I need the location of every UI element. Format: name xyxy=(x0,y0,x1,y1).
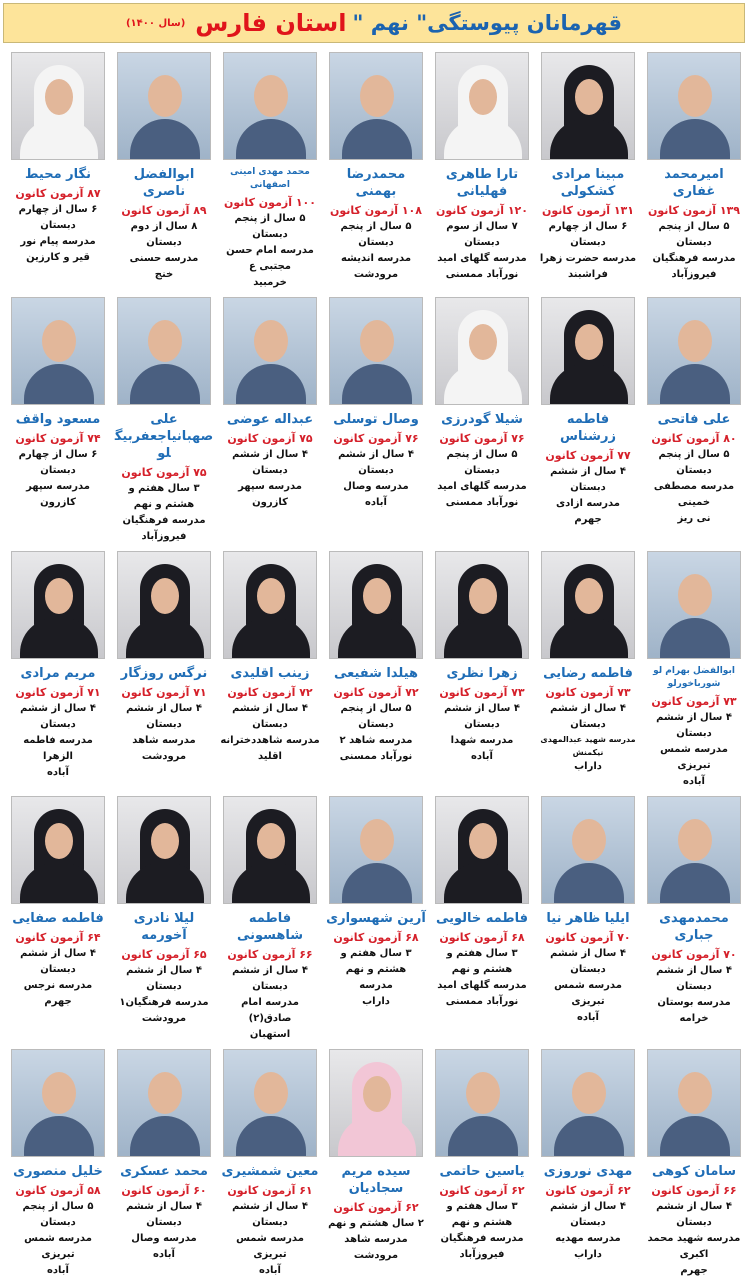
student-school: مدرسه سپهر xyxy=(238,481,302,492)
student-score: ۱۳۱ آزمون کانون xyxy=(542,204,634,217)
student-card xyxy=(429,551,535,771)
student-card xyxy=(323,1049,429,1270)
student-score: ۷۵ آزمون کانون xyxy=(227,432,313,445)
student-photo xyxy=(223,1049,317,1157)
student-school: مدرسه اندیشه xyxy=(340,253,412,264)
student-years: ۵ سال از پنجم دبستان xyxy=(446,449,518,476)
student-photo xyxy=(435,52,529,160)
student-card xyxy=(111,551,217,771)
student-school: مدرسه شاهد ۲ xyxy=(339,735,413,746)
student-card xyxy=(5,52,111,272)
student-name: عبداله عوضی xyxy=(226,412,314,427)
student-school: مدرسه حسنی xyxy=(129,253,199,264)
student-card xyxy=(217,551,323,771)
student-score: ۶۶ آزمون کانون xyxy=(651,1184,737,1197)
student-name: فاطمه صفایی xyxy=(12,911,104,926)
student-card xyxy=(535,297,641,534)
student-years: ۴ سال از ششم دبستان xyxy=(126,1201,202,1228)
student-years: ۶ سال از چهارم دبستان xyxy=(548,221,628,248)
student-card xyxy=(323,52,429,289)
student-photo xyxy=(435,1049,529,1157)
student-city: جهرم xyxy=(574,514,602,525)
student-photo xyxy=(647,1049,741,1157)
student-city: آباده xyxy=(47,1265,69,1276)
student-score: ۶۲ آزمون کانون xyxy=(545,1184,631,1197)
student-school: مدرسه شهید محمد اکبری xyxy=(647,1233,741,1260)
student-school: مدرسه فرهنگیان xyxy=(122,515,206,526)
student-school: مدرسه xyxy=(359,980,393,991)
student-name: امیرمحمد غفاری xyxy=(664,167,724,199)
student-name: مریم مرادی xyxy=(20,666,96,681)
student-photo xyxy=(117,52,211,160)
student-name: مهدی نوروزی xyxy=(543,1164,633,1179)
student-photo xyxy=(223,52,317,160)
student-score: ۶۸ آزمون کانون xyxy=(333,931,419,944)
student-years: ۷ سال از سوم دبستان xyxy=(446,221,518,248)
student-city: قیر و کارزین xyxy=(26,252,90,263)
student-city: خرمبید xyxy=(253,277,287,288)
student-school: مدرسه شمس تبریزی xyxy=(660,744,728,771)
student-photo xyxy=(647,297,741,405)
student-years: ۴ سال از ششم دبستان xyxy=(550,703,626,730)
student-card xyxy=(5,297,111,517)
student-name: محمد عسکری xyxy=(120,1164,208,1179)
student-score: ۱۲۰ آزمون کانون xyxy=(436,204,528,217)
student-years: ۴ سال از ششم دبستان xyxy=(126,965,202,992)
student-city: استهبان xyxy=(249,1029,291,1040)
student-school: مدرسه امام صادق(۲) xyxy=(241,997,299,1024)
student-name: ابوالفضل بهرام لو شورباخورلو xyxy=(653,666,735,689)
student-photo xyxy=(329,551,423,659)
student-card xyxy=(323,551,429,771)
student-score: ۷۲ آزمون کانون xyxy=(333,686,419,699)
student-city: آباده xyxy=(153,1249,175,1260)
student-city: نورآباد ممسنی xyxy=(445,996,519,1007)
student-photo xyxy=(541,297,635,405)
student-photo xyxy=(11,796,105,904)
student-photo xyxy=(117,551,211,659)
student-city: داراب xyxy=(574,1249,602,1260)
student-years: ۲ سال هشتم و نهم xyxy=(328,1218,424,1229)
student-school: مدرسه گلهای امید xyxy=(437,980,527,991)
student-school: مدرسه حضرت زهرا xyxy=(539,253,637,264)
student-city: خرامه xyxy=(679,1013,709,1024)
student-score: ۷۱ آزمون کانون xyxy=(121,686,207,699)
student-name: فاطمه شاهسونی xyxy=(236,911,304,943)
student-school: مدرسه فرهنگیان۱ xyxy=(119,997,209,1008)
student-name: فاطمه خالویی xyxy=(435,911,529,926)
student-score: ۱۳۹ آزمون کانون xyxy=(648,204,740,217)
student-photo xyxy=(117,297,211,405)
header-year: (سال ۱۴۰۰) xyxy=(125,17,186,29)
student-score: ۶۲ آزمون کانون xyxy=(439,1184,525,1197)
student-city: آباده xyxy=(471,751,493,762)
student-city: فیروزآباد xyxy=(141,531,187,542)
student-name: آرین شهسواری xyxy=(326,911,426,926)
student-photo xyxy=(11,297,105,405)
student-years: ۶ سال از چهارم دبستان xyxy=(18,204,98,231)
student-score: ۱۰۸ آزمون کانون xyxy=(330,204,422,217)
student-years: ۴ سال از ششم دبستان xyxy=(550,1201,626,1228)
student-photo xyxy=(541,796,635,904)
student-school: مدرسه شمس تبریزی xyxy=(24,1233,92,1260)
student-card xyxy=(5,796,111,1016)
student-school: مدرسه شمس تبریزی xyxy=(236,1233,304,1260)
student-school: مدرسه شمس تبریزی xyxy=(554,980,622,1007)
student-years: ۵ سال از پنجم دبستان xyxy=(340,703,412,730)
student-years: ۳ سال هفتم و هشتم و نهم xyxy=(128,483,200,510)
student-city: جهرم xyxy=(44,996,72,1007)
student-score: ۵۸ آزمون کانون xyxy=(15,1184,101,1197)
student-photo xyxy=(329,796,423,904)
student-card xyxy=(641,551,747,796)
student-city: اقلید xyxy=(258,751,282,762)
header-title: قهرمانان پیوستگی" نهم " xyxy=(352,11,623,35)
student-city: آباده xyxy=(577,1012,599,1023)
student-card xyxy=(535,796,641,1032)
student-photo xyxy=(11,1049,105,1157)
student-name: یاسین حاتمی xyxy=(439,1164,525,1179)
student-card xyxy=(5,551,111,787)
student-score: ۱۰۰ آزمون کانون xyxy=(224,196,316,209)
student-name: نرگس روزگار xyxy=(120,666,208,681)
student-years: ۴ سال از ششم دبستان xyxy=(444,703,520,730)
student-score: ۷۷ آزمون کانون xyxy=(545,449,631,462)
poster-header xyxy=(3,3,745,43)
student-city: خنج xyxy=(154,269,174,280)
student-photo xyxy=(435,796,529,904)
student-school: مدرسه بوستان xyxy=(657,997,731,1008)
student-name: هیلدا شفیعی xyxy=(333,666,419,681)
student-name: علی فاتحی xyxy=(657,412,731,427)
student-score: ۸۷ آزمون کانون xyxy=(15,187,101,200)
student-card xyxy=(429,796,535,1016)
student-score: ۷۴ آزمون کانون xyxy=(15,432,101,445)
student-school: مدرسه سپهر xyxy=(26,481,90,492)
student-school: مدرسه ازادی xyxy=(555,498,620,509)
student-photo xyxy=(223,796,317,904)
student-city: فراشبند xyxy=(568,269,608,280)
student-card xyxy=(217,297,323,517)
student-school: مدرسه مهدیه xyxy=(555,1233,621,1244)
student-years: ۴ سال از ششم دبستان xyxy=(656,1201,732,1228)
student-card xyxy=(217,796,323,1049)
student-photo xyxy=(117,1049,211,1157)
student-years: ۴ سال از ششم دبستان xyxy=(126,703,202,730)
student-school: مدرسه فرهنگیان xyxy=(652,253,736,264)
student-photo xyxy=(223,297,317,405)
student-photo xyxy=(223,551,317,659)
student-score: ۷۳ آزمون کانون xyxy=(651,695,737,708)
student-score: ۷۳ آزمون کانون xyxy=(545,686,631,699)
student-card xyxy=(641,796,747,1033)
student-city: داراب xyxy=(574,761,602,772)
student-name: فاطمه رضایی xyxy=(543,666,633,681)
student-years: ۴ سال از ششم دبستان xyxy=(232,965,308,992)
student-photo xyxy=(329,52,423,160)
student-photo xyxy=(541,52,635,160)
student-years: ۳ سال هفتم و هشتم و نهم xyxy=(446,948,518,975)
student-years: ۵ سال از پنجم دبستان xyxy=(658,449,730,476)
student-photo xyxy=(11,52,105,160)
student-years: ۵ سال از پنجم دبستان xyxy=(234,213,306,240)
student-card xyxy=(323,796,429,1016)
student-city: نورآباد ممسنی xyxy=(445,497,519,508)
student-school: مدرسه پیام نور xyxy=(20,236,96,247)
student-school: مدرسه شاهد xyxy=(132,735,196,746)
student-school: مدرسه شاهد xyxy=(344,1234,408,1245)
student-name: معین شمشیری xyxy=(221,1164,319,1179)
student-name: خلیل منصوری xyxy=(13,1164,103,1179)
students-grid xyxy=(3,52,747,1285)
student-years: ۵ سال از پنجم دبستان xyxy=(340,221,412,248)
student-school: مدرسه امام حسن مجتبی ع xyxy=(226,245,314,272)
student-name: فاطمه زرشناس xyxy=(560,412,616,444)
student-card xyxy=(535,1049,641,1269)
student-card xyxy=(641,1049,747,1285)
student-score: ۷۰ آزمون کانون xyxy=(545,931,631,944)
student-school: مدرسه گلهای امید xyxy=(437,481,527,492)
student-score: ۷۵ آزمون کانون xyxy=(121,466,207,479)
student-score: ۷۳ آزمون کانون xyxy=(439,686,525,699)
student-name: مسعود واقف xyxy=(15,412,101,427)
student-score: ۷۶ آزمون کانون xyxy=(333,432,419,445)
student-city: نورآباد ممسنی xyxy=(445,269,519,280)
student-score: ۷۶ آزمون کانون xyxy=(439,432,525,445)
student-years: ۳ سال هفتم و هشتم و نهم xyxy=(340,948,412,975)
student-score: ۶۵ آزمون کانون xyxy=(121,948,207,961)
student-school: مدرسه وصال xyxy=(131,1233,197,1244)
student-city: کازرون xyxy=(252,497,288,508)
student-city: نورآباد ممسنی xyxy=(339,751,413,762)
student-card xyxy=(535,551,641,781)
student-city: فیروزآباد xyxy=(459,1249,505,1260)
student-photo xyxy=(541,551,635,659)
student-name: زینب اقلیدی xyxy=(230,666,310,681)
student-name: محمدمهدی جباری xyxy=(659,911,729,943)
student-card xyxy=(429,52,535,289)
student-school: مدرسه شاهددخترانه xyxy=(220,735,320,746)
student-name: شیلا گودرزی xyxy=(441,412,523,427)
student-photo xyxy=(435,297,529,405)
student-school: مدرسه مصطفی خمینی xyxy=(653,481,735,508)
student-years: ۴ سال از ششم دبستان xyxy=(550,948,626,975)
student-years: ۴ سال از ششم دبستان xyxy=(656,712,732,739)
student-city: آباده xyxy=(47,767,69,778)
student-card xyxy=(111,796,217,1033)
student-years: ۶ سال از چهارم دبستان xyxy=(18,449,98,476)
student-years: ۴ سال از ششم دبستان xyxy=(550,466,626,493)
student-card xyxy=(535,52,641,289)
student-card xyxy=(111,52,217,289)
student-city: فیروزآباد xyxy=(671,269,717,280)
student-years: ۴ سال از ششم دبستان xyxy=(20,948,96,975)
student-name: محمدرضا بهمنی xyxy=(346,167,406,199)
student-city: آباده xyxy=(683,776,705,787)
student-card xyxy=(429,297,535,517)
student-city: داراب xyxy=(362,996,390,1007)
student-city: جهرم xyxy=(680,1265,708,1276)
student-name: علی صهبانیاجعفربیگلو xyxy=(114,412,214,461)
student-school: مدرسه شهدا xyxy=(450,735,514,746)
student-score: ۷۰ آزمون کانون xyxy=(651,948,737,961)
student-photo xyxy=(329,1049,423,1157)
header-province: استان فارس xyxy=(195,9,347,37)
student-name: زهرا نظری xyxy=(446,666,518,681)
student-years: ۵ سال از پنجم دبستان xyxy=(658,221,730,248)
student-name: ابوالفضل ناصری xyxy=(133,167,195,199)
student-name: لیلا نادری آخورمه xyxy=(133,911,195,943)
student-name: محمد مهدی امینی اصفهانی xyxy=(230,167,310,190)
student-years: ۴ سال از ششم دبستان xyxy=(656,965,732,992)
student-city: مرودشت xyxy=(141,1013,187,1024)
student-photo xyxy=(11,551,105,659)
student-school: مدرسه گلهای امید xyxy=(437,253,527,264)
student-name: نگار محیط xyxy=(25,167,91,182)
student-photo xyxy=(435,551,529,659)
student-photo xyxy=(647,52,741,160)
student-city: آباده xyxy=(365,497,387,508)
student-years: ۸ سال از دوم دبستان xyxy=(130,221,198,248)
student-name: وصال توسلی xyxy=(333,412,419,427)
student-city: کازرون xyxy=(40,497,76,508)
student-photo xyxy=(329,297,423,405)
student-city: نی ریز xyxy=(677,513,711,524)
student-years: ۴ سال از ششم دبستان xyxy=(232,449,308,476)
student-school: مدرسه فاطمه الزهرا xyxy=(23,735,93,762)
student-school: مدرسه شهید عبدالمهدی نیکمنش xyxy=(540,735,636,757)
student-school: مدرسه وصال xyxy=(343,481,409,492)
student-name: سیده مریم سجادیان xyxy=(341,1164,411,1196)
student-card xyxy=(111,297,217,551)
student-school: مدرسه فرهنگیان xyxy=(440,1233,524,1244)
student-name: ایلیا ظاهر نیا xyxy=(546,911,630,926)
student-years: ۴ سال از ششم دبستان xyxy=(338,449,414,476)
student-school: مدرسه نرجس xyxy=(23,980,93,991)
student-city: آباده xyxy=(259,1265,281,1276)
student-score: ۸۹ آزمون کانون xyxy=(121,204,207,217)
student-score: ۶۱ آزمون کانون xyxy=(227,1184,313,1197)
student-years: ۵ سال از پنجم دبستان xyxy=(22,1201,94,1228)
student-score: ۶۸ آزمون کانون xyxy=(439,931,525,944)
student-score: ۷۱ آزمون کانون xyxy=(15,686,101,699)
student-card xyxy=(641,297,747,533)
student-name: مبینا مرادی کشکولی xyxy=(551,167,625,199)
student-photo xyxy=(117,796,211,904)
student-photo xyxy=(647,551,741,659)
student-card xyxy=(217,1049,323,1285)
student-name: تارا طاهری فهلیانی xyxy=(445,167,519,199)
student-score: ۶۶ آزمون کانون xyxy=(227,948,313,961)
student-years: ۴ سال از ششم دبستان xyxy=(232,1201,308,1228)
student-card xyxy=(323,297,429,517)
student-card xyxy=(429,1049,535,1269)
student-score: ۶۰ آزمون کانون xyxy=(121,1184,207,1197)
student-card xyxy=(5,1049,111,1285)
student-years: ۴ سال از ششم دبستان xyxy=(20,703,96,730)
student-city: مرودشت xyxy=(141,751,187,762)
student-name: سامان کوهی xyxy=(651,1164,737,1179)
student-card xyxy=(641,52,747,289)
student-card xyxy=(111,1049,217,1269)
student-score: ۸۰ آزمون کانون xyxy=(651,432,737,445)
student-years: ۳ سال هفتم و هشتم و نهم xyxy=(446,1201,518,1228)
student-city: مرودشت xyxy=(353,1250,399,1261)
student-score: ۶۴ آزمون کانون xyxy=(15,931,101,944)
student-photo xyxy=(541,1049,635,1157)
student-city: مرودشت xyxy=(353,269,399,280)
student-score: ۷۲ آزمون کانون xyxy=(227,686,313,699)
student-score: ۶۲ آزمون کانون xyxy=(333,1201,419,1214)
student-years: ۴ سال از ششم دبستان xyxy=(232,703,308,730)
student-card xyxy=(217,52,323,297)
student-photo xyxy=(647,796,741,904)
